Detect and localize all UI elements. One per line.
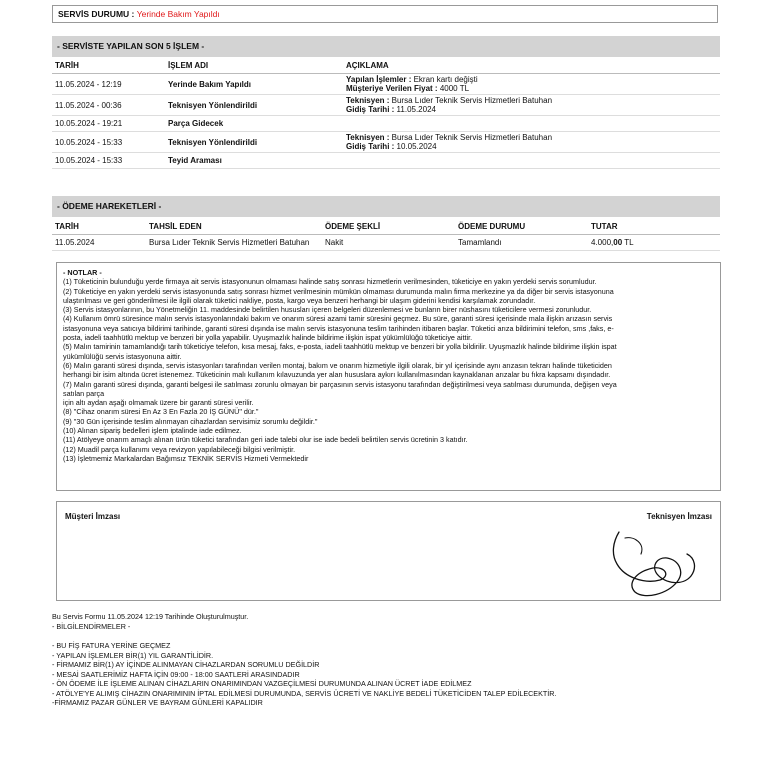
technician-signature-image [605, 524, 715, 602]
col-header-date: TARİH [52, 218, 146, 235]
note-line: istasyonuna veya satıcıya bildirimi tarihinde, garanti süresi dışında ise malın servis istasyonuna teslim tarihinden itibaren başlar. Tüketici arıza bildirimini telefon, sms ,faks, e- [63, 323, 614, 333]
col-header-operation: İŞLEM ADI [165, 57, 343, 74]
table-row [52, 153, 720, 169]
form-created-text: Bu Servis Formu 11.05.2024 12:19 Tarihinde Oluşturulmuştur. [52, 612, 249, 621]
note-line: (9) "30 Gün içerisinde teslim alınmayan cihazlardan servisimiz sorumlu değildir." [63, 416, 318, 426]
note-line: herhangi bir isim altında ücret istenemez. Tüketicinin malı kullanım kılavuzunda yer alan hususlara aykırı kullanılmasından kaynaklanan arızalar bu fıkra kapsamı dışındadır. [63, 370, 611, 380]
row-description: Yapılan İşlemler : Ekran kartı değişti Müşteriye Verilen Fiyat : 4000 TL [343, 74, 720, 95]
row-operation: Parça Gidecek [165, 116, 343, 132]
note-line: satılan parça [63, 388, 105, 398]
customer-signature-label: Müşteri İmzası [65, 512, 121, 521]
note-line: için altı aydan aşağı olmamak üzere bir garanti süresi verilir. [63, 398, 254, 408]
operations-table [52, 57, 720, 169]
status-label: SERVİS DURUMU : [58, 9, 135, 19]
col-header-description: AÇIKLAMA [343, 57, 720, 74]
payment-collector: Bursa Lıder Teknik Servis Hizmetleri Batuhan [146, 235, 322, 251]
payments-header-row [52, 218, 720, 235]
signature-box [56, 501, 721, 601]
info-line: - ÖN ÖDEME İLE İŞLEME ALINAN CİHAZLARIN ONARIMINDAN VAZGEÇİLMESİ DURUMUNDA ALINAN ÜCRET İADE EDİLMEZ [52, 679, 472, 688]
info-line: - FİRMAMIZ BİR(1) AY İÇİNDE ALINMAYAN CİHAZLARDAN SORUMLU DEĞİLDİR [52, 660, 320, 669]
note-line: (7) Malın garanti süresi dışında, garanti belgesi ile satılması zorunlu olmayan bir parçasının servis istasyonu tarafından değiştirilmesi veya satılması durumunda, değişen veya [63, 379, 617, 389]
note-line: (5) Malın tamirinin tamamlandığı tarih tüketiciye telefon, kısa mesaj, faks, e-posta, iadeli taahhütlü mektup ve benzeri bir yolla bildirilir. Uyuşmazlık halinde bildirime ilişkin ispat [63, 342, 617, 352]
row-description: Teknisyen : Bursa Lıder Teknik Servis Hizmetleri Batuhan Gidiş Tarihi : 10.05.2024 [343, 132, 720, 153]
col-header-collector: TAHSİL EDEN [146, 218, 322, 235]
row-date: 11.05.2024 - 12:19 [52, 74, 165, 95]
table-row [52, 95, 720, 116]
row-operation: Yerinde Bakım Yapıldı [165, 74, 343, 95]
note-line: (6) Malın garanti süresi dışında, servis istasyonları tarafından verilen montaj, bakım ve onarım hizmetiyle ilgili olarak, bir yıl içerisinde aynı arızasın tekrarı halinde tüketiciden [63, 360, 612, 370]
col-header-status: ÖDEME DURUMU [455, 218, 588, 235]
payments-table [52, 218, 720, 251]
note-line: yükümlülüğü servis istasyonuna aittir. [63, 351, 182, 361]
note-line: (3) Servis istasyonlarının, bu Yönetmeliğin 11. maddesinde belirtilen hususları içeren belgeleri düzenlemesi ve bunların birer nüshasını tüketicilere vermesi zorunludur. [63, 305, 592, 315]
info-line: - BU FİŞ FATURA YERİNE GEÇMEZ [52, 641, 171, 650]
note-line: (11) Atölyeye onarım amaçlı alınan ürün tüketici tarafından geri iade talebi olur ise iade bedeli belirtilen servis ücretinin 3 katıdır. [63, 435, 468, 445]
note-line: ulaştırılması ve geri gönderilmesi ile ilgili olarak tüketici nakliye, posta, kargo veya benzeri herhangi bir ulaşım giderini kendisi karşılamak zorundadır. [63, 295, 536, 305]
payments-section-heading: - ÖDEME HAREKETLERİ - [52, 196, 720, 217]
payment-method: Nakit [322, 235, 455, 251]
info-line: - YAPILAN İŞLEMLER BİR(1) YIL GARANTİLİDİR. [52, 650, 214, 660]
note-line: (2) Tüketiciye en yakın yerdeki servis istasyonunda satış sonrası hizmet verilmesinin mümkün olmaması durumunda malın firma merkezine ya da diğer bir servis istasyonuna [63, 286, 614, 296]
info-line: - MESAİ SAATLERİMİZ HAFTA İÇİN 09:00 - 18:00 SAATLERİ ARASINDADIR [52, 669, 300, 679]
row-description: Teknisyen : Bursa Lıder Teknik Servis Hizmetleri Batuhan Gidiş Tarihi : 11.05.2024 [343, 95, 720, 116]
info-title: - BİLGİLENDİRMELER - [52, 621, 131, 631]
note-line: posta, iadeli taahhütlü mektup ve benzeri bir yolla yapabilir. Uyuşmazlık halinde bildirime ilişkin ispat yükümlülüğü tüketiciye aittir. [63, 333, 473, 343]
service-status-box [52, 5, 718, 23]
row-description [343, 116, 720, 132]
row-operation: Teknisyen Yönlendirildi [165, 132, 343, 153]
technician-signature-label: Teknisyen İmzası [646, 512, 712, 521]
notes-title: - NOTLAR - [63, 268, 102, 277]
payment-amount: 4.000,00 TL [588, 235, 720, 251]
col-header-amount: TUTAR [588, 218, 720, 235]
row-operation: Teyid Araması [165, 153, 343, 169]
row-date: 11.05.2024 - 00:36 [52, 95, 165, 116]
table-row [52, 132, 720, 153]
col-header-date: TARİH [52, 57, 165, 74]
info-line: - ATÖLYE'YE ALIMIŞ CİHAZIN ONARIMININ İPTAL EDİLMESİ DURUMUNDA, SERVİS ÜCRETİ VE NAKLİYE BEDELİ TÜKETİCİDEN TALEP EDİLECEKTİR. [52, 688, 557, 698]
col-header-method: ÖDEME ŞEKLİ [322, 218, 455, 235]
note-line: (10) Alınan sipariş bedelleri işlem iptalinde iade edilmez. [63, 426, 242, 436]
row-description [343, 153, 720, 169]
note-line: (8) "Cihaz onarım süresi En Az 3 En Fazla 20 İŞ GÜNÜ" dür." [63, 407, 259, 417]
row-date: 10.05.2024 - 15:33 [52, 132, 165, 153]
row-operation: Teknisyen Yönlendirildi [165, 95, 343, 116]
payment-status: Tamamlandı [455, 235, 588, 251]
footer [52, 612, 556, 708]
note-line: (12) Muadil parça kullanımı veya revizyon yapılabileceği bilgisi verilmiştir. [63, 444, 296, 454]
note-line: (4) Kullanım ömrü süresince malın servis istasyonlarındaki bakım ve onarım süresi azami tamir süresini geçmez. Bu süre, garanti süresi içerisinde mala ilişkin arızasın servis [63, 314, 613, 324]
table-row [52, 74, 720, 95]
table-row [52, 235, 720, 251]
operations-section-heading: - SERVİSTE YAPILAN SON 5 İŞLEM - [52, 36, 720, 57]
status-value: Yerinde Bakım Yapıldı [136, 9, 220, 19]
info-line: -FİRMAMIZ PAZAR GÜNLER VE BAYRAM GÜNLERİ KAPALIDIR [52, 698, 263, 707]
service-form [52, 0, 722, 768]
row-date: 10.05.2024 - 19:21 [52, 116, 165, 132]
payment-date: 11.05.2024 [52, 235, 146, 251]
notes-box [56, 262, 721, 491]
operations-header-row [52, 57, 720, 74]
row-date: 10.05.2024 - 15:33 [52, 153, 165, 169]
note-line: (13) İşletmemiz Markalardan Bağımsız TEKNİK SERVİS Hizmeti Vermektedir [63, 453, 309, 463]
table-row [52, 116, 720, 132]
note-line: (1) Tüketicinin bulunduğu yerde firmaya ait servis istasyonunun olmaması halinde satış sonrası hizmetlerin verilmesinden, tüketiciye en yakın yerdeki servis sorumludur. [63, 277, 597, 287]
